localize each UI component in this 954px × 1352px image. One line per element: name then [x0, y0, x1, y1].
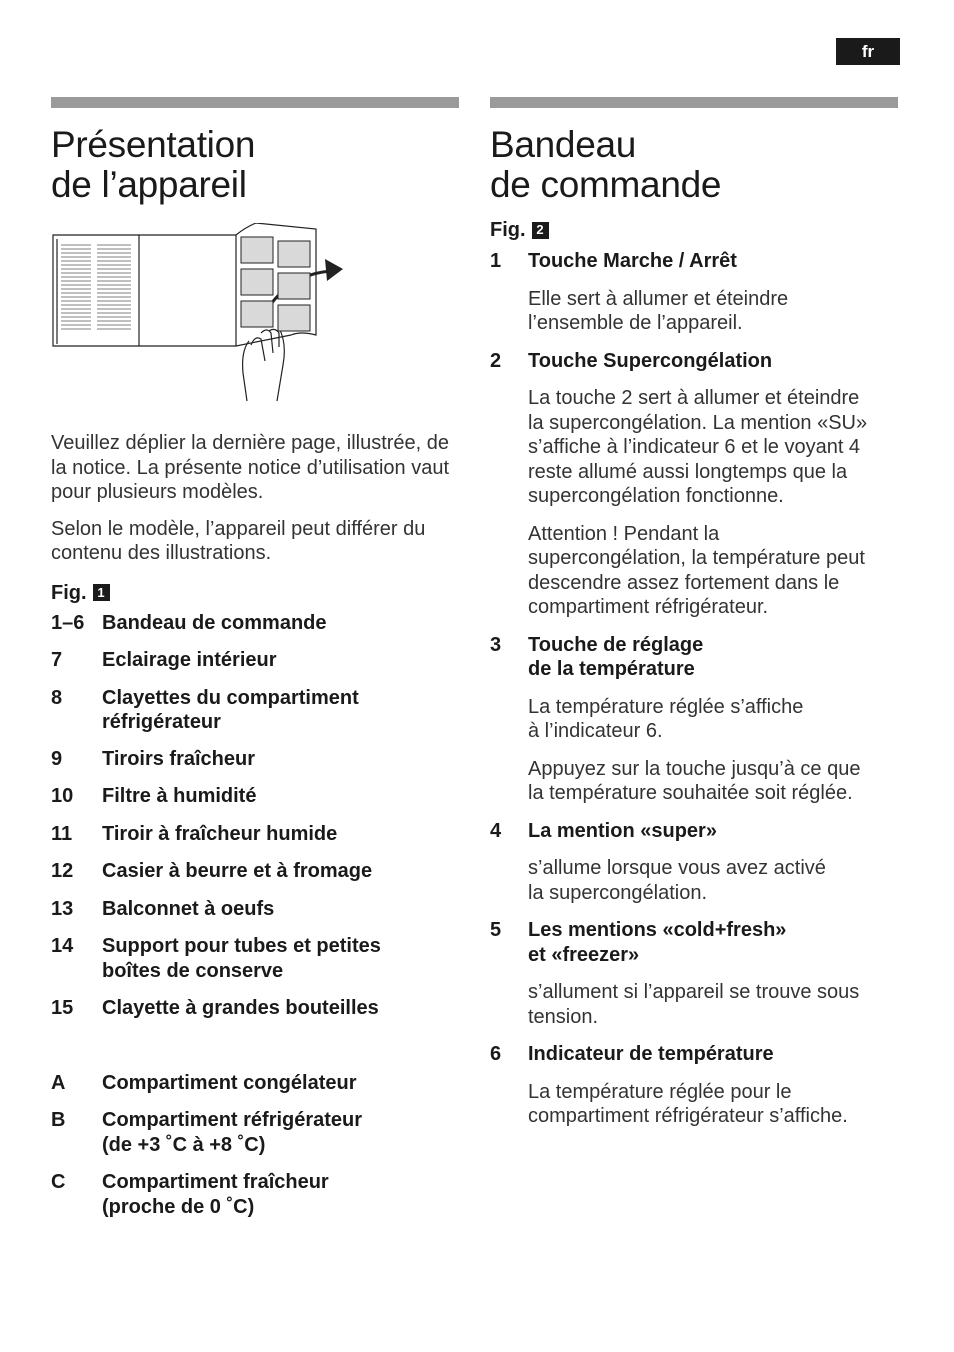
- list-item: C Compartiment fraîcheur (proche de 0 ˚C): [51, 1171, 329, 1218]
- list-item: 1–6 Bandeau de commande: [51, 611, 327, 634]
- control-description: Appuyez sur la touche jusqu’à ce que la température souhaitée soit réglée.: [528, 757, 861, 804]
- figure-reference: [490, 218, 898, 242]
- section-rule: [51, 97, 459, 108]
- fig-label: Fig.: [490, 219, 526, 241]
- right-column: [490, 97, 898, 1129]
- control-description: Attention ! Pendant la supercongélation, la température peut descendre assez fortement dans le compartiment réfrigérateur.: [528, 522, 865, 618]
- figure-reference: [51, 581, 459, 605]
- intro-paragraph: Veuillez déplier la dernière page, illustrée, de la notice. La présente notice d’utilisation vaut pour plusieurs modèles.: [51, 432, 450, 503]
- section-rule: [490, 97, 898, 108]
- control-item: 4 La mention «super»: [490, 819, 717, 842]
- control-description: La touche 2 sert à allumer et éteindre la supercongélation. La mention «SU» s’affiche à l’indicateur 6 et le voyant 4 reste allumé aussi longtemps que la supercongélation fonctionne.: [528, 387, 868, 507]
- list-item: 10 Filtre à humidité: [51, 785, 257, 807]
- section-title-presentation: Présentation de l’appareil: [51, 124, 256, 205]
- control-description: La température réglée s’affiche à l’indicateur 6.: [528, 695, 804, 742]
- list-item: 12 Casier à beurre et à fromage: [51, 860, 373, 882]
- list-item: 9 Tiroirs fraîcheur: [51, 747, 256, 770]
- list-item: B Compartiment réfrigérateur (de +3 ˚C à +8 ˚C): [51, 1109, 363, 1156]
- language-badge: fr: [836, 38, 900, 65]
- unfold-manual-illustration: [51, 223, 351, 403]
- left-column: [51, 97, 459, 1219]
- fig-label: Fig.: [51, 581, 87, 604]
- list-item: A Compartiment congélateur: [51, 1071, 357, 1094]
- list-item: 13 Balconnet à oeufs: [51, 897, 275, 920]
- control-item: 6 Indicateur de température: [490, 1043, 774, 1065]
- section-title-control-panel: Bandeau de commande: [490, 124, 722, 205]
- control-item: 1 Touche Marche / Arrêt: [490, 250, 737, 272]
- list-item: 15 Clayette à grandes bouteilles: [51, 997, 379, 1019]
- list-item: 8 Clayettes du compartiment réfrigérateur: [51, 686, 359, 733]
- fig-number-badge: 1: [93, 584, 110, 601]
- model-note-paragraph: Selon le modèle, l’appareil peut différer du contenu des illustrations.: [51, 517, 426, 564]
- control-item: 2 Touche Supercongélation: [490, 349, 773, 372]
- list-item: 11 Tiroir à fraîcheur humide: [51, 822, 338, 845]
- control-description: La température réglée pour le compartiment réfrigérateur s’affiche.: [528, 1080, 848, 1127]
- control-item: 5 Les mentions «cold+fresh» et «freezer»: [490, 919, 787, 966]
- list-item: 14 Support pour tubes et petites boîtes de conserve: [51, 935, 381, 982]
- fig-number-badge: 2: [532, 222, 549, 239]
- control-item: 3 Touche de réglage de la température: [490, 633, 704, 680]
- control-description: s’allume lorsque vous avez activé la supercongélation.: [528, 857, 826, 904]
- control-description: Elle sert à allumer et éteindre l’ensemble de l’appareil.: [528, 287, 789, 334]
- control-description: s’allument si l’appareil se trouve sous tension.: [528, 981, 860, 1028]
- list-item: 7 Eclairage intérieur: [51, 649, 277, 671]
